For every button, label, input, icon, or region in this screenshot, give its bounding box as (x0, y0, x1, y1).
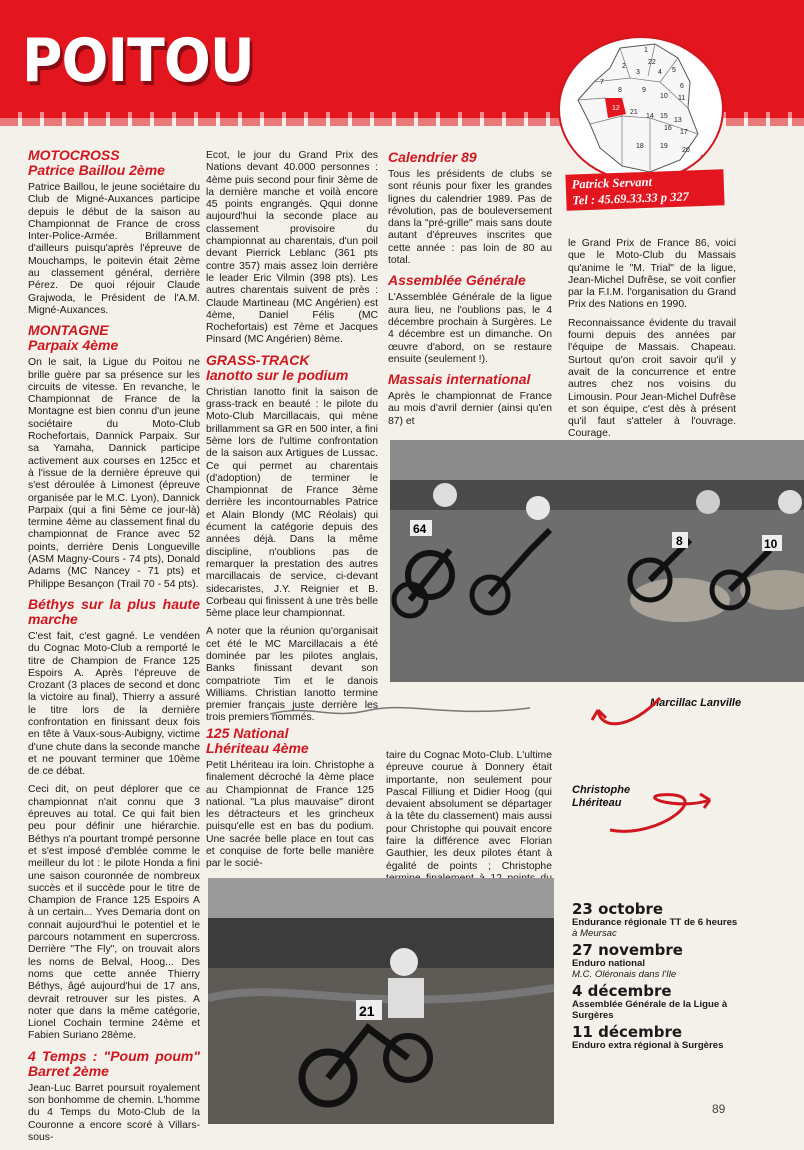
agenda-date: 11 décembre (572, 1023, 683, 1041)
caption-marcillac: Marcillac Lanville (650, 697, 742, 709)
contact-name: Patrick Servant (571, 174, 653, 192)
paragraph: Ceci dit, on peut déplorer que ce championnat n'ait connu que 3 épreuves au total. Ce qui fait bien peu pour définir une hiérarchie. Béthys n'a pourtant trompé personne et s'est imposé d'emblée comme le meilleur du lot : le pilote Honda a fini une saison couronnée de nombreux succès et il succède pour le titre de Champion de France 125 Espoirs A à un certain... Yves Demaria dont on connait aujourd'hui le potentiel et le parcours notamment en supercross. Derrière "The Fly", on trouvait alors les noms de Belval, Hoog... Des noms que cette année Thierry Béthys, âgé aujourd'hui de 17 ans, devrait retrouver sur les pistes. A noter que dans la même catégorie, Lionel Cochain termine 24ème et Fabien Suriano 28ème. (28, 784, 200, 1042)
heading-bethys: Béthys sur la plus haute marche (28, 595, 200, 627)
paragraph: le Grand Prix de France 86, voici que le Moto-Club du Massais qu'anime le "M. Trial" de la ligue, Jean-Michel Dufrêse, se voit confier par la F.I.M. l'organisation du Grand Prix des Nations en 1990. (568, 238, 736, 311)
map-number: 21 (630, 109, 638, 116)
map-number: 4 (658, 69, 662, 76)
agenda-date: 4 décembre (572, 982, 672, 1000)
paragraph: Après le championnat de France au mois d'avril dernier (ainsi qu'en 87) et (388, 391, 552, 427)
paragraph: L'Assemblée Générale de la ligue aura lieu, ne l'oublions pas, le 4 décembre prochain à Surgères. Le 4 décembre est un dimanche. On œuvre d'abord, on se restaure ensuite (seulement !). (388, 292, 552, 365)
column-5 (206, 726, 374, 877)
heading-montagne: MONTAGNE Parpaix 4ème (28, 322, 119, 354)
map-number: 13 (674, 117, 682, 124)
arrow-icon (600, 780, 730, 840)
map-number: 11 (678, 95, 686, 102)
agenda (572, 898, 748, 1051)
map-number: 10 (660, 93, 668, 100)
paragraph: C'est fait, c'est gagné. Le vendéen du Cognac Moto-Club a remporté le titre de Champion de France 125 Espoirs A. Après l'épreuve de Crozant (3 places de second et donc la victoire au final), Thierry a assuré le titre lors de la dernière confrontation en finissant deux fois en tête à Vaux-sous-Aubigny, victime d'une chute dans la seconde manche et ne pouvant terminer que 10ème de ce débat. (28, 630, 200, 778)
column-4 (568, 238, 736, 447)
agenda-title: Assemblée Générale de la Ligue à Surgères (572, 999, 728, 1021)
caption-lheriteau: Christophe Lhériteau (572, 784, 631, 809)
map-number: 1 (644, 47, 648, 54)
column-1 (28, 148, 200, 1150)
agenda-title: Enduro national (572, 958, 646, 969)
divider-squiggle (270, 702, 530, 722)
agenda-item (572, 943, 748, 980)
paragraph: Reconnaissance évidente du travail fourni depuis des années par l'équipe de Massais. Chapeau. Surtout qu'on croit savoir qu'il y avait de la concurrence et entre autres chez nos voisins du Limousin. Pour Jean-Michel Dufrêse et son équipe, c'est dès à présent qu'il faut s'atteler à l'ouvrage. Courage. (568, 317, 736, 440)
paragraph: Ecot, le jour du Grand Prix des Nations devant 40.000 personnes : 4ème puis second pour finir 3ème de la dernière manche et voilà encore 45 points engrangés. Qqui donne aujourd'hui la seconde place au classement provisoire du championnat au charentais, d'un poil devant Pierrick Leblanc (361 pts contre 357) mais assez loin derrière le leader Eric Vilmin (398 pts). Les autres charentais suivent de près : Claude Martineau (MC Angérien) est 4ème, Daniel Félis (MC Rochefortais) est 7ème et Jacques Pinsard (MC Angérien) 8ème. (206, 150, 378, 346)
agenda-item (572, 902, 748, 939)
agenda-place: à Meursac (572, 928, 617, 939)
heading-calendrier: Calendrier 89 (388, 149, 477, 165)
map-number: 22 (648, 59, 656, 66)
paragraph: Tous les présidents de clubs se sont réunis pour fixer les grandes lignes du calendrier 1989. Pas de révolution, pas de bouleversement dans la "pré-grille" mais sans doute autant d'épreuves inscrites que cette année : pas loin de 80 au total. (388, 169, 552, 267)
paragraph: Jean-Luc Barret poursuit royalement son bonhomme de chemin. L'homme du 4 Temps du Moto-Club de la Couronne a encore scoré à Villars-sous- (28, 1082, 200, 1143)
agenda-place: M.C. Oléronais dans l'Ile (572, 969, 677, 980)
map-number: 18 (636, 143, 644, 150)
heading-4-temps: 4 Temps : "Poum poum" Barret 2ème (28, 1047, 200, 1079)
heading-grass-track: GRASS-TRACK Ianotto sur le podium (206, 351, 349, 383)
paragraph: On le sait, la Ligue du Poitou ne brille guère par sa présence sur les circuits de vitesse. En revanche, le Championnat de France de la Montagne est bien connu d'un jeune sociétaire du Moto-Club Rochefortais, Dannick Parpaix. Sur sa Yamaha, Dannick participe activement aux courses en 125cc et à l'issue de la dernière épreuve qui s'est déroulée à Limonest (épreuve organisée par le M.C. Lyon), Dannick Parpaix (qui a fini 5ème ce jour-là) termine 4ème au classement final du championnat de France avec 52 points, derrière Denis Longueville (ASM Magny-Cours - 74 pts), Donald Adams (MC Nancey - 71 pts) et Philippe Besançon (Trail 70 - 54 pts). (28, 357, 200, 590)
heading-motocross: MOTOCROSS Patrice Baillou 2ème (28, 147, 165, 178)
agenda-title: Enduro extra régional à Surgères (572, 1040, 724, 1051)
heading-massais: Massais international (388, 371, 531, 388)
column-2 (206, 150, 378, 731)
map-number: 20 (682, 147, 690, 154)
contact-box (565, 169, 724, 210)
map-number: 23 (700, 155, 708, 162)
map-number: 12 (612, 105, 620, 112)
contact-phone: Tel : 45.69.33.33 p 327 (572, 189, 690, 208)
map-number: 5 (672, 67, 676, 74)
photo-lheriteau (208, 878, 554, 1124)
map-number: 9 (642, 87, 646, 94)
agenda-date: 27 novembre (572, 941, 683, 959)
arrow-icon (590, 690, 670, 740)
agenda-title: Endurance régionale TT de 6 heures (572, 917, 738, 928)
bike-plate: 21 (359, 1003, 375, 1019)
map-number: 15 (660, 113, 668, 120)
page-title: POITOU (22, 26, 254, 96)
map-number: 6 (680, 83, 684, 90)
map-number: 14 (646, 113, 654, 120)
map-number: 2 (622, 63, 626, 70)
map-number: 7 (600, 79, 604, 86)
column-3 (388, 150, 552, 434)
agenda-item (572, 984, 748, 1021)
heading-125-national: 125 National Lhériteau 4ème (206, 725, 309, 756)
bike-plate: 8 (676, 534, 683, 548)
map-number: 3 (636, 69, 640, 76)
photo-grass-track (390, 440, 804, 682)
bike-plate: 64 (413, 522, 427, 536)
paragraph: Petit Lhériteau ira loin. Christophe a finalement décroché la 4ème place au Championnat de France 125 national. "La plus mauvaise" diront les détracteurs et les grincheux puisqu'elle est en bas du podium. Une sacrée belle place en tout cas et conquise de forte belle manière par le socié- (206, 760, 374, 870)
paragraph: A noter que la réunion qu'organisait cet été le MC Marcillacais a été dominée par les pilotes anglais, Banks finissant devant son compatriote Tim et le danois Williams. Christian Ianotto termine premier français juste derrière les trois premiers nommés. (206, 626, 378, 724)
region-map (558, 36, 724, 182)
map-number: 8 (618, 87, 622, 94)
agenda-item (572, 1025, 748, 1051)
heading-assemblee: Assemblée Générale (388, 272, 526, 289)
map-number: 17 (680, 129, 688, 136)
bike-plate: 10 (764, 537, 778, 551)
paragraph: Christian Ianotto finit la saison de grass-track en beauté : le pilote du Moto-Club Marcillacais, qui mène brillamment sa GR en 500 inter, a fini 5ème lors de l'ultime confrontation de la saison aux Artigues de Lussac. Ce qui permet au charentais (d'adoption) de terminer le Championnat de France 3ème derrière les incontournables Patrice et Alain Blondy (MC Réolais) qui écument la catégorie depuis des années déjà. Dans la même discipline, n'oublions pas de remarquer la prestation des autres marcillacais de service, ci-devant sidecaristes, J.Y. Reignier et B. Corbeau qui finissent à une très belle 5ème place leur championnat. (206, 386, 378, 620)
agenda-date: 23 octobre (572, 900, 664, 918)
map-number: 16 (664, 125, 672, 132)
paragraph: Patrice Baillou, le jeune sociétaire du Club de Migné-Auxances participe depuis le début de la saison au Championnat de France de cross Inter-Police-Armée. Brillamment d'ailleurs puisqu'après l'épreuve de Mouchamps, le poitevin était 2ème au classement général, derrière Pérez. De quoi réjouir Claude Grajwoda, le Président de l'A.M. Migné-Auxances. (28, 182, 200, 316)
map-number: 19 (660, 143, 668, 150)
page-number: 89 (712, 1102, 726, 1116)
paragraph: taire du Cognac Moto-Club. L'ultime épreuve courue à Donnery était importante, non seulement pour Pascal Filliung et Didier Hoog (qui devaient absolument se départager à la tête du classement) mais aussi pour Christophe qui pouvait encore faire la différence avec Florian Gauthier, les deux pilotes étant à égalité de points ; Christophe (386, 750, 552, 872)
